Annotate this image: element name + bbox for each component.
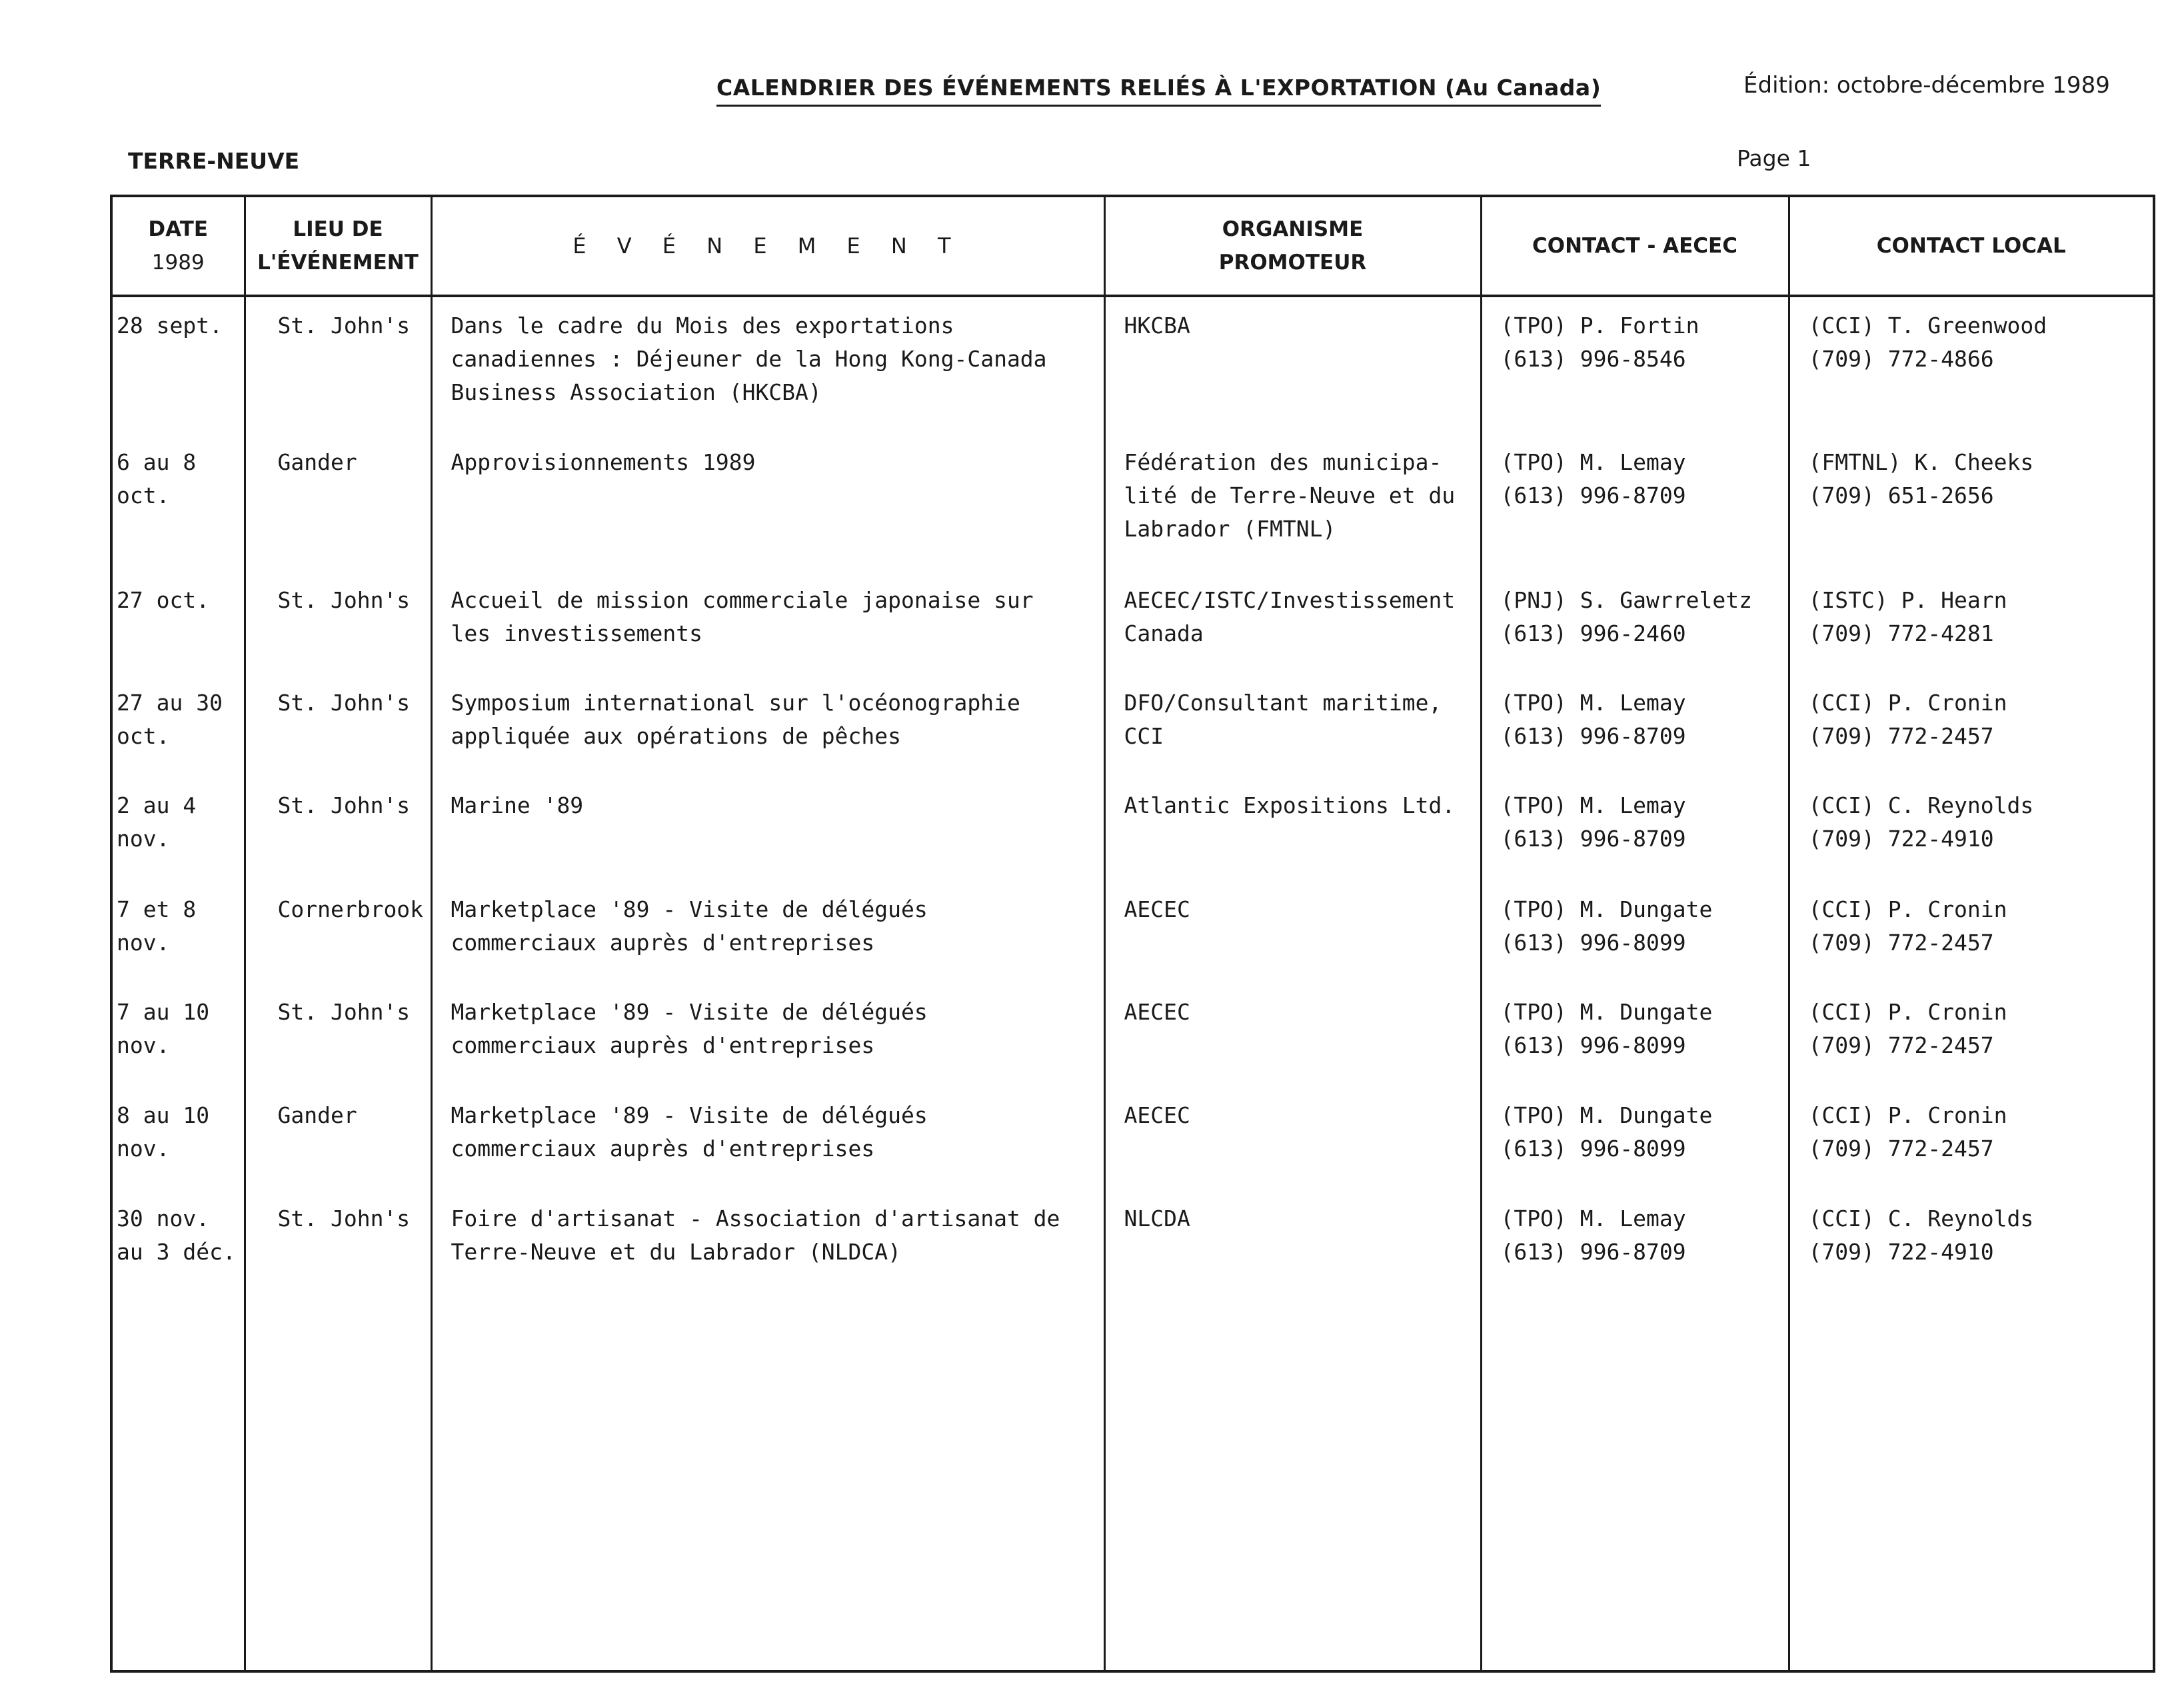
event-date: 27 oct. <box>111 572 245 675</box>
contact-local: (CCI) C. Reynolds (709) 722-4910 <box>1789 1190 2154 1671</box>
event-description: Marketplace '89 - Visite de délégués commerciaux auprès d'entreprises <box>431 984 1104 1087</box>
event-date: 6 au 8 oct. <box>111 434 245 571</box>
table-row <box>111 434 2154 571</box>
edition-label: Édition: octobre-décembre 1989 <box>1743 72 2110 99</box>
event-description: Symposium international sur l'océonographie appliquée aux opérations de pêches <box>431 674 1104 777</box>
event-place: St. John's <box>245 1190 431 1671</box>
event-description: Marketplace '89 - Visite de délégués commerciaux auprès d'entreprises <box>431 1087 1104 1190</box>
contact-local-header-label: CONTACT LOCAL <box>1876 234 2066 258</box>
contact-aecec: (TPO) M. Lemay (613) 996-8709 <box>1481 1190 1789 1671</box>
event-date: 30 nov. au 3 déc. <box>111 1190 245 1671</box>
event-place: Cornerbrook <box>245 881 431 984</box>
column-header-event <box>431 196 1104 296</box>
column-header-date <box>111 196 245 296</box>
event-place: St. John's <box>245 777 431 881</box>
events-calendar-table <box>110 195 2155 1673</box>
event-place: Gander <box>245 1087 431 1190</box>
event-description: Foire d'artisanat - Association d'artisanat de Terre-Neuve et du Labrador (NLDCA) <box>431 1190 1104 1671</box>
event-organizer: Atlantic Expositions Ltd. <box>1104 777 1481 881</box>
event-organizer: DFO/Consultant maritime, CCI <box>1104 674 1481 777</box>
place-header-line1: LIEU DE <box>293 217 383 241</box>
event-place: St. John's <box>245 674 431 777</box>
event-date: 7 au 10 nov. <box>111 984 245 1087</box>
contact-aecec: (TPO) M. Dungate (613) 996-8099 <box>1481 984 1789 1087</box>
contact-aecec: (TPO) M. Lemay (613) 996-8709 <box>1481 777 1789 881</box>
event-header-label: É V É N E M E N T <box>572 233 963 259</box>
contact-local: (CCI) P. Cronin (709) 772-2457 <box>1789 674 2154 777</box>
event-place: Gander <box>245 434 431 571</box>
contact-aecec: (PNJ) S. Gawrreletz (613) 996-2460 <box>1481 572 1789 675</box>
table-header-row <box>111 196 2154 296</box>
page-number: Page 1 <box>1737 145 1811 171</box>
column-header-organizer <box>1104 196 1481 296</box>
event-description: Marketplace '89 - Visite de délégués commerciaux auprès d'entreprises <box>431 881 1104 984</box>
contact-aecec: (TPO) M. Lemay (613) 996-8709 <box>1481 434 1789 571</box>
event-organizer: HKCBA <box>1104 296 1481 434</box>
contact-aecec: (TPO) P. Fortin (613) 996-8546 <box>1481 296 1789 434</box>
event-organizer: AECEC/ISTC/Investissement Canada <box>1104 572 1481 675</box>
table-row <box>111 572 2154 675</box>
organizer-header-line1: ORGANISME <box>1222 217 1364 241</box>
contact-aecec: (TPO) M. Dungate (613) 996-8099 <box>1481 1087 1789 1190</box>
table-row <box>111 1190 2154 1671</box>
event-date: 2 au 4 nov. <box>111 777 245 881</box>
organizer-header-line2: PROMOTEUR <box>1218 251 1367 275</box>
table-row <box>111 674 2154 777</box>
contact-aecec: (TPO) M. Dungate (613) 996-8099 <box>1481 881 1789 984</box>
column-header-contact-local <box>1789 196 2154 296</box>
event-place: St. John's <box>245 984 431 1087</box>
contact-aecec-header-label: CONTACT - AECEC <box>1532 234 1737 258</box>
event-description: Accueil de mission commerciale japonaise sur les investissements <box>431 572 1104 675</box>
event-organizer: NLCDA <box>1104 1190 1481 1671</box>
event-date: 27 au 30 oct. <box>111 674 245 777</box>
contact-local: (CCI) P. Cronin (709) 772-2457 <box>1789 881 2154 984</box>
document-title: CALENDRIER DES ÉVÉNEMENTS RELIÉS À L'EXPORTATION (Au Canada) <box>716 75 1601 107</box>
event-place: St. John's <box>245 296 431 434</box>
date-header-year: 1989 <box>151 251 205 275</box>
event-date: 28 sept. <box>111 296 245 434</box>
event-organizer: AECEC <box>1104 984 1481 1087</box>
contact-local: (ISTC) P. Hearn (709) 772-4281 <box>1789 572 2154 675</box>
event-date: 8 au 10 nov. <box>111 1087 245 1190</box>
event-description: Approvisionnements 1989 <box>431 434 1104 571</box>
table-row <box>111 296 2154 434</box>
event-organizer: AECEC <box>1104 1087 1481 1190</box>
table-row <box>111 777 2154 881</box>
event-organizer: Fédération des municipa- lité de Terre-Neuve et du Labrador (FMTNL) <box>1104 434 1481 571</box>
contact-local: (CCI) T. Greenwood (709) 772-4866 <box>1789 296 2154 434</box>
region-heading: TERRE-NEUVE <box>128 148 300 174</box>
column-header-contact-aecec <box>1481 196 1789 296</box>
contact-aecec: (TPO) M. Lemay (613) 996-8709 <box>1481 674 1789 777</box>
event-description: Marine '89 <box>431 777 1104 881</box>
event-organizer: AECEC <box>1104 881 1481 984</box>
table-row <box>111 1087 2154 1190</box>
contact-local: (FMTNL) K. Cheeks (709) 651-2656 <box>1789 434 2154 571</box>
event-date: 7 et 8 nov. <box>111 881 245 984</box>
place-header-line2: L'ÉVÉNEMENT <box>257 251 419 275</box>
date-header-label: DATE <box>148 217 209 241</box>
event-place: St. John's <box>245 572 431 675</box>
table-row <box>111 984 2154 1087</box>
column-header-place <box>245 196 431 296</box>
event-description: Dans le cadre du Mois des exportations canadiennes : Déjeuner de la Hong Kong-Canada Business Association (HKCBA) <box>431 296 1104 434</box>
contact-local: (CCI) P. Cronin (709) 772-2457 <box>1789 984 2154 1087</box>
contact-local: (CCI) P. Cronin (709) 772-2457 <box>1789 1087 2154 1190</box>
contact-local: (CCI) C. Reynolds (709) 722-4910 <box>1789 777 2154 881</box>
table-row <box>111 881 2154 984</box>
